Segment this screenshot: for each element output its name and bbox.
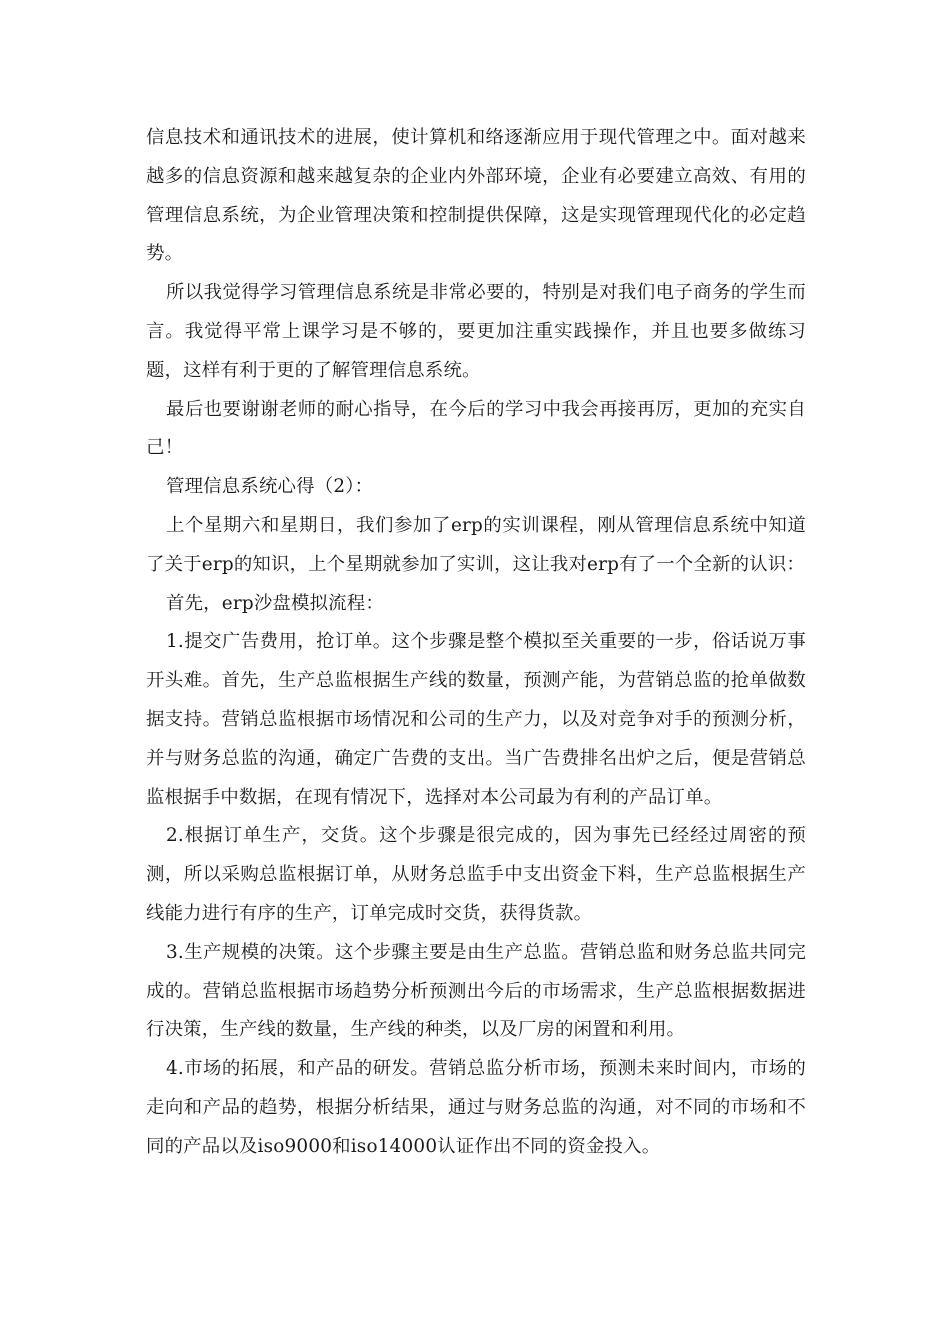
document-body	[146, 119, 806, 1167]
paragraph-intro-continued: 信息技术和通讯技术的进展，使计算机和络逐渐应用于现代管理之中。面对越来越多的信息资源和越来越复杂的企业内外部环境，企业有必要建立高效、有用的管理信息系统，为企业管理决策和控制提供保障，这是实现管理现代化的必定趋势。	[146, 127, 806, 265]
list-item-step-3: 3.生产规模的决策。这个步骤主要是由生产总监。营销总监和财务总监共同完成的。营销总监根据市场趋势分析预测出今后的市场需求，生产总监根据数据进行决策，生产线的数量，生产线的种类，以及厂房的闲置和利用。	[146, 941, 806, 1041]
list-item-step-2: 2.根据订单生产，交货。这个步骤是很完成的，因为事先已经经过周密的预测，所以采购总监根据订单，从财务总监手中支出资金下料，生产总监根据生产线能力进行有序的生产，订单完成时交货，获得货款。	[146, 825, 806, 924]
list-item-step-4: 4.市场的拓展，和产品的研发。营销总监分析市场，预测未来时间内，市场的走向和产品的趋势，根据分析结果，通过与财务总监的沟通，对不同的市场和不同的产品以及iso9000和iso14000认证作出不同的资金投入。	[146, 1058, 806, 1157]
paragraph-erp-intro: 上个星期六和星期日，我们参加了erp的实训课程，刚从管理信息系统中知道了关于erp的知识，上个星期就参加了实训，这让我对erp有了一个全新的认识：	[146, 514, 806, 575]
paragraph-erp-flow: 首先，erp沙盘模拟流程：	[166, 592, 384, 614]
paragraph-thanks: 最后也要谢谢老师的耐心指导，在今后的学习中我会再接再厉，更加的充实自己！	[146, 398, 806, 459]
paragraph-necessity: 所以我觉得学习管理信息系统是非常必要的，特别是对我们电子商务的学生而言。我觉得平常上课学习是不够的，要更加注重实践操作，并且也要多做练习题，这样有利于更的了解管理信息系统。	[146, 282, 806, 381]
list-item-step-1: 1.提交广告费用，抢订单。这个步骤是整个模拟至关重要的一步，俗话说万事开头难。首先，生产总监根据生产线的数量，预测产能，为营销总监的抢单做数据支持。营销总监根据市场情况和公司的生产力，以及对竞争对手的预测分析，并与财务总监的沟通，确定广告费的支出。当广告费排名出炉之后，便是营销总监根据手中数据，在现有情况下，选择对本公司最为有利的产品订单。	[146, 631, 806, 808]
section-heading: 管理信息系统心得（2）：	[166, 476, 374, 498]
